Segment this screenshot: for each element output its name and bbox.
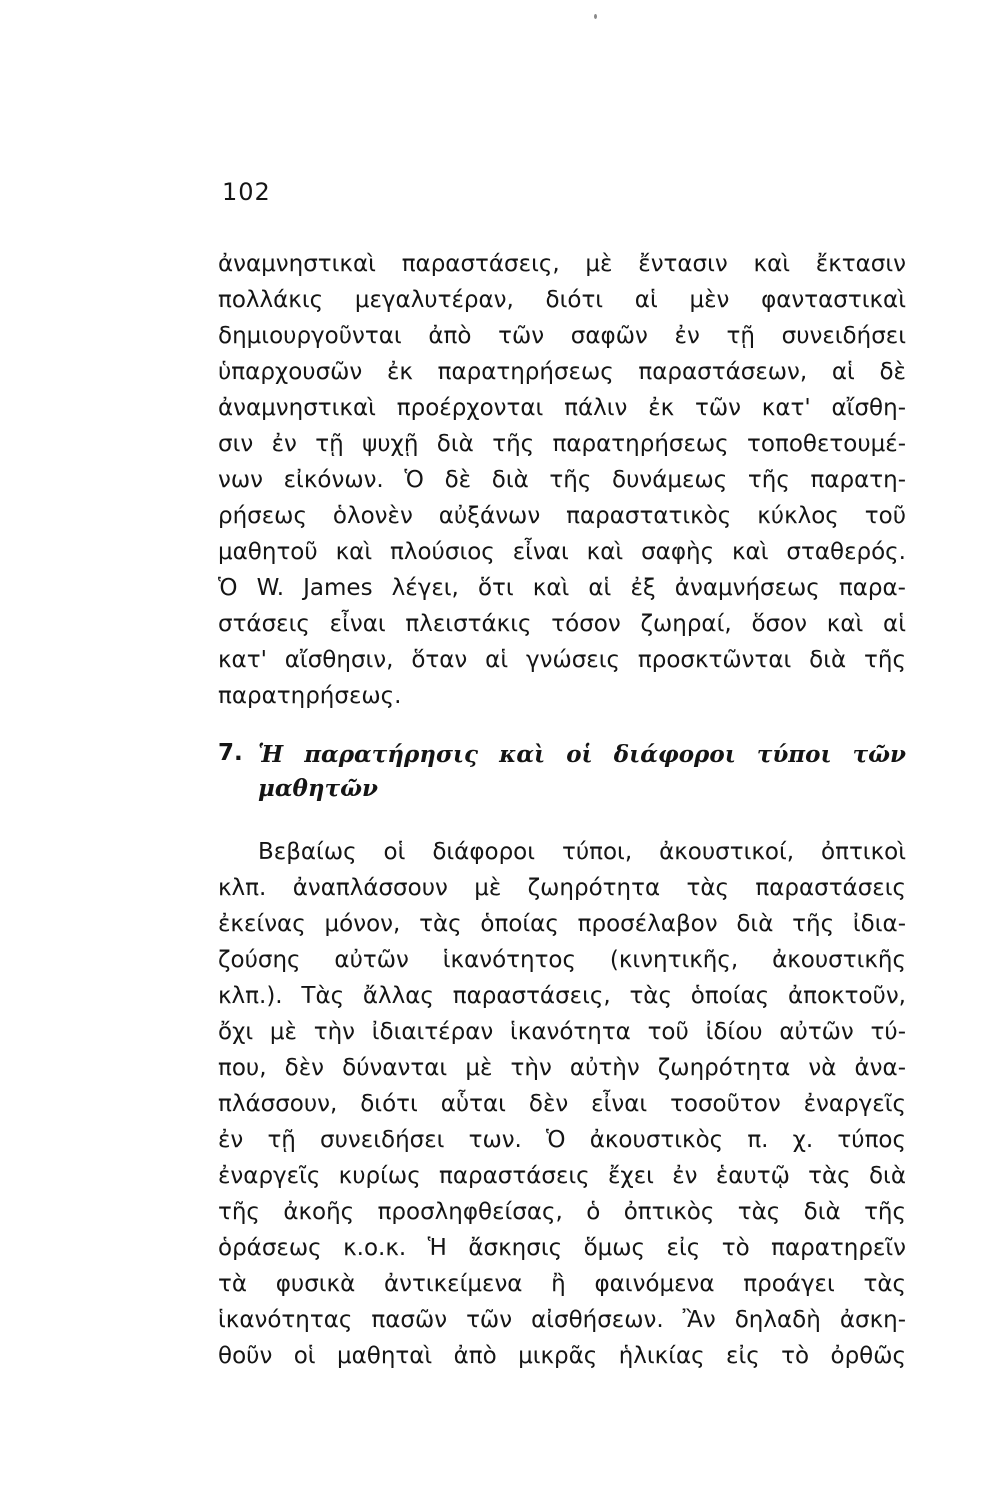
text-line: ἐκείνας μόνον, τὰς ὁποίας προσέλαβον διὰ τῆς ἰδια- — [218, 911, 906, 937]
page-number: 102 — [222, 178, 271, 206]
text-line: θοῦν οἱ μαθηταὶ ἀπὸ μικρᾶς ἡλικίας εἰς τὸ ὀρθῶς — [218, 1343, 906, 1369]
scan-speck — [594, 14, 597, 19]
text-line: δημιουργοῦνται ἀπὸ τῶν σαφῶν ἐν τῇ συνειδήσει — [218, 323, 906, 349]
section-title-line: Ἡ παρατήρησις καὶ οἱ διάφοροι τύποι τῶν — [258, 741, 906, 768]
text-line: μαθητοῦ καὶ πλούσιος εἶναι καὶ σαφὴς καὶ σταθερός. — [218, 539, 906, 565]
text-line: ὄχι μὲ τὴν ἰδιαιτέραν ἱκανότητα τοῦ ἰδίου αὐτῶν τύ- — [218, 1019, 906, 1045]
text-line: τῆς ἀκοῆς προσληφθείσας, ὁ ὀπτικὸς τὰς διὰ τῆς — [218, 1199, 906, 1225]
text-line: πολλάκις μεγαλυτέραν, διότι αἱ μὲν φανταστικαὶ — [218, 287, 906, 313]
text-line: ὁράσεως κ.ο.κ. Ἡ ἄσκησις ὅμως εἰς τὸ παρατηρεῖν — [218, 1235, 906, 1261]
section-title-line: μαθητῶν — [258, 775, 378, 802]
text-line: ἱκανότητας πασῶν τῶν αἰσθήσεων. Ἂν δηλαδὴ ἀσκη- — [218, 1307, 906, 1333]
section-number: 7. — [218, 740, 243, 766]
text-line: τὰ φυσικὰ ἀντικείμενα ἢ φαινόμενα προάγει τὰς — [218, 1271, 906, 1297]
text-line: παρατηρήσεως. — [218, 683, 402, 709]
text-line: που, δὲν δύνανται μὲ τὴν αὐτὴν ζωηρότητα νὰ ἀνα- — [218, 1055, 906, 1081]
text-line: ρήσεως ὁλονὲν αὐξάνων παραστατικὸς κύκλος τοῦ — [218, 503, 906, 529]
text-line: κλπ.). Τὰς ἄλλας παραστάσεις, τὰς ὁποίας ἀποκτοῦν, — [218, 983, 906, 1009]
text-line: ἀναμνηστικαὶ παραστάσεις, μὲ ἔντασιν καὶ ἔκτασιν — [218, 251, 906, 277]
text-line: κλπ. ἀναπλάσσουν μὲ ζωηρότητα τὰς παραστάσεις — [218, 875, 906, 901]
text-line: Βεβαίως οἱ διάφοροι τύποι, ἀκουστικοί, ὀπτικοὶ — [258, 839, 906, 865]
text-line: στάσεις εἶναι πλειστάκις τόσον ζωηραί, ὅσον καὶ αἱ — [218, 611, 906, 637]
text-line: ἐν τῇ συνειδήσει των. Ὁ ἀκουστικὸς π. χ. τύπος — [218, 1127, 906, 1153]
text-line: πλάσσουν, διότι αὗται δὲν εἶναι τοσοῦτον ἐναργεῖς — [218, 1091, 906, 1117]
text-line: Ὁ W. James λέγει, ὅτι καὶ αἱ ἐξ ἀναμνήσεως παρα- — [218, 575, 906, 601]
text-line: κατ' αἴσθησιν, ὅταν αἱ γνώσεις προσκτῶνται διὰ τῆς — [218, 647, 906, 673]
text-line: ἐναργεῖς κυρίως παραστάσεις ἔχει ἐν ἑαυτῷ τὰς διὰ — [218, 1163, 906, 1189]
text-line: ἀναμνηστικαὶ προέρχονται πάλιν ἐκ τῶν κατ' αἴσθη- — [218, 395, 906, 421]
text-line: ὑπαρχουσῶν ἐκ παρατηρήσεως παραστάσεων, αἱ δὲ — [218, 359, 906, 385]
text-line: ζούσης αὐτῶν ἱκανότητος (κινητικῆς, ἀκουστικῆς — [218, 947, 906, 973]
text-line: σιν ἐν τῇ ψυχῇ διὰ τῆς παρατηρήσεως τοποθετουμέ- — [218, 431, 906, 457]
text-line: νων εἰκόνων. Ὁ δὲ διὰ τῆς δυνάμεως τῆς παρατη- — [218, 467, 906, 493]
